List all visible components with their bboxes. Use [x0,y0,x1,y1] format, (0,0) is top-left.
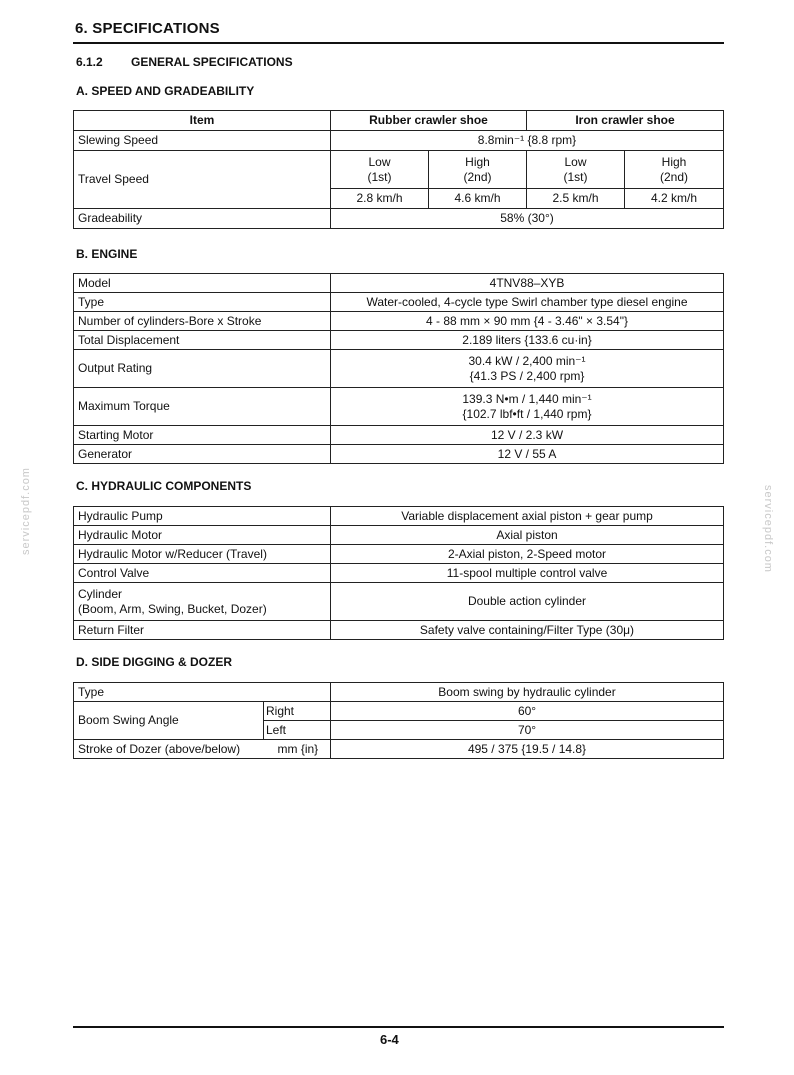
control-valve-label: Control Valve [74,564,331,583]
table-row [74,331,724,350]
engine-cylinders-value: 4 - 88 mm × 90 mm {4 - 3.46" × 3.54"} [331,312,724,331]
engine-starter-value: 12 V / 2.3 kW [331,426,724,445]
watermark-left: servicepdf.com [20,467,32,555]
section-title-hydraulic: C. HYDRAULIC COMPONENTS [76,479,252,493]
engine-torque-label: Maximum Torque [74,388,331,426]
dozer-stroke-label: Stroke of Dozer (above/below) [74,740,264,759]
chapter-rule [73,42,724,44]
table-row [74,445,724,464]
dozer-type-value: Boom swing by hydraulic cylinder [331,683,724,702]
table-row [74,350,724,388]
iron-high-speed: 4.2 km/h [625,189,724,209]
hydraulic-pump-label: Hydraulic Pump [74,507,331,526]
table-row [74,131,724,151]
subsection-heading [76,55,293,69]
hydraulic-pump-value: Variable displacement axial piston + gear pump [331,507,724,526]
table-row [74,426,724,445]
engine-torque-value: 139.3 N•m / 1,440 min⁻¹ {102.7 lbf•ft / 1,440 rpm} [331,388,724,426]
watermark-right: servicepdf.com [762,485,774,573]
engine-starter-label: Starting Motor [74,426,331,445]
table-row [74,564,724,583]
table-row [74,702,724,721]
head-iron: Iron crawler shoe [527,111,724,131]
control-valve-value: 11-spool multiple control valve [331,564,724,583]
return-filter-value: Safety valve containing/Filter Type (30μ) [331,621,724,640]
cylinder-label: Cylinder (Boom, Arm, Swing, Bucket, Dozer) [74,583,331,621]
swing-left-value: 70° [331,721,724,740]
table-row [74,507,724,526]
engine-displacement-label: Total Displacement [74,331,331,350]
engine-table [73,273,724,464]
boom-swing-label: Boom Swing Angle [74,702,264,740]
subsection-number: 6.1.2 [76,55,103,69]
speed-table [73,110,724,229]
return-filter-label: Return Filter [74,621,331,640]
table-row [74,526,724,545]
dozer-type-label: Type [74,683,331,702]
swing-right-value: 60° [331,702,724,721]
table-row [74,388,724,426]
grade-value: 58% (30°) [331,209,724,229]
table-row [74,209,724,229]
travel-iron-high-gear: High (2nd) [625,151,724,189]
table-row [74,583,724,621]
head-item: Item [74,111,331,131]
engine-displacement-value: 2.189 liters {133.6 cu·in} [331,331,724,350]
table-row [74,740,724,759]
hydraulic-motor-label: Hydraulic Motor [74,526,331,545]
table-row [74,293,724,312]
speed-header-row [74,111,724,131]
table-row [74,545,724,564]
hydraulic-motor-value: Axial piston [331,526,724,545]
table-row [74,312,724,331]
section-title-speed: A. SPEED AND GRADEABILITY [76,84,255,98]
table-row [74,274,724,293]
table-row [74,621,724,640]
hydraulic-table [73,506,724,640]
engine-generator-label: Generator [74,445,331,464]
subsection-title: GENERAL SPECIFICATIONS [131,55,293,69]
swing-right-label: Right [264,702,331,721]
engine-generator-value: 12 V / 55 A [331,445,724,464]
footer-rule [73,1026,724,1028]
head-rubber: Rubber crawler shoe [331,111,527,131]
travel-label: Travel Speed [74,151,331,209]
engine-output-value: 30.4 kW / 2,400 min⁻¹ {41.3 PS / 2,400 rpm} [331,350,724,388]
engine-cylinders-label: Number of cylinders-Bore x Stroke [74,312,331,331]
cylinder-value: Double action cylinder [331,583,724,621]
table-row [74,151,724,189]
rubber-high-speed: 4.6 km/h [429,189,527,209]
travel-motor-label: Hydraulic Motor w/Reducer (Travel) [74,545,331,564]
rubber-low-speed: 2.8 km/h [331,189,429,209]
slewing-value: 8.8min⁻¹ {8.8 rpm} [331,131,724,151]
travel-motor-value: 2-Axial piston, 2-Speed motor [331,545,724,564]
travel-iron-low-gear: Low (1st) [527,151,625,189]
travel-rubber-low-gear: Low (1st) [331,151,429,189]
dozer-stroke-value: 495 / 375 {19.5 / 14.8} [331,740,724,759]
table-row [74,683,724,702]
iron-low-speed: 2.5 km/h [527,189,625,209]
slewing-label: Slewing Speed [74,131,331,151]
engine-type-label: Type [74,293,331,312]
travel-rubber-high-gear: High (2nd) [429,151,527,189]
page-number: 6-4 [380,1032,399,1047]
section-title-engine: B. ENGINE [76,247,138,261]
engine-output-label: Output Rating [74,350,331,388]
swing-left-label: Left [264,721,331,740]
section-title-dozer: D. SIDE DIGGING & DOZER [76,655,233,669]
engine-model-value: 4TNV88–XYB [331,274,724,293]
dozer-table [73,682,724,759]
engine-type-value: Water-cooled, 4-cycle type Swirl chamber type diesel engine [331,293,724,312]
engine-model-label: Model [74,274,331,293]
grade-label: Gradeability [74,209,331,229]
chapter-title: 6. SPECIFICATIONS [75,20,220,37]
dozer-stroke-unit: mm {in} [264,740,331,759]
